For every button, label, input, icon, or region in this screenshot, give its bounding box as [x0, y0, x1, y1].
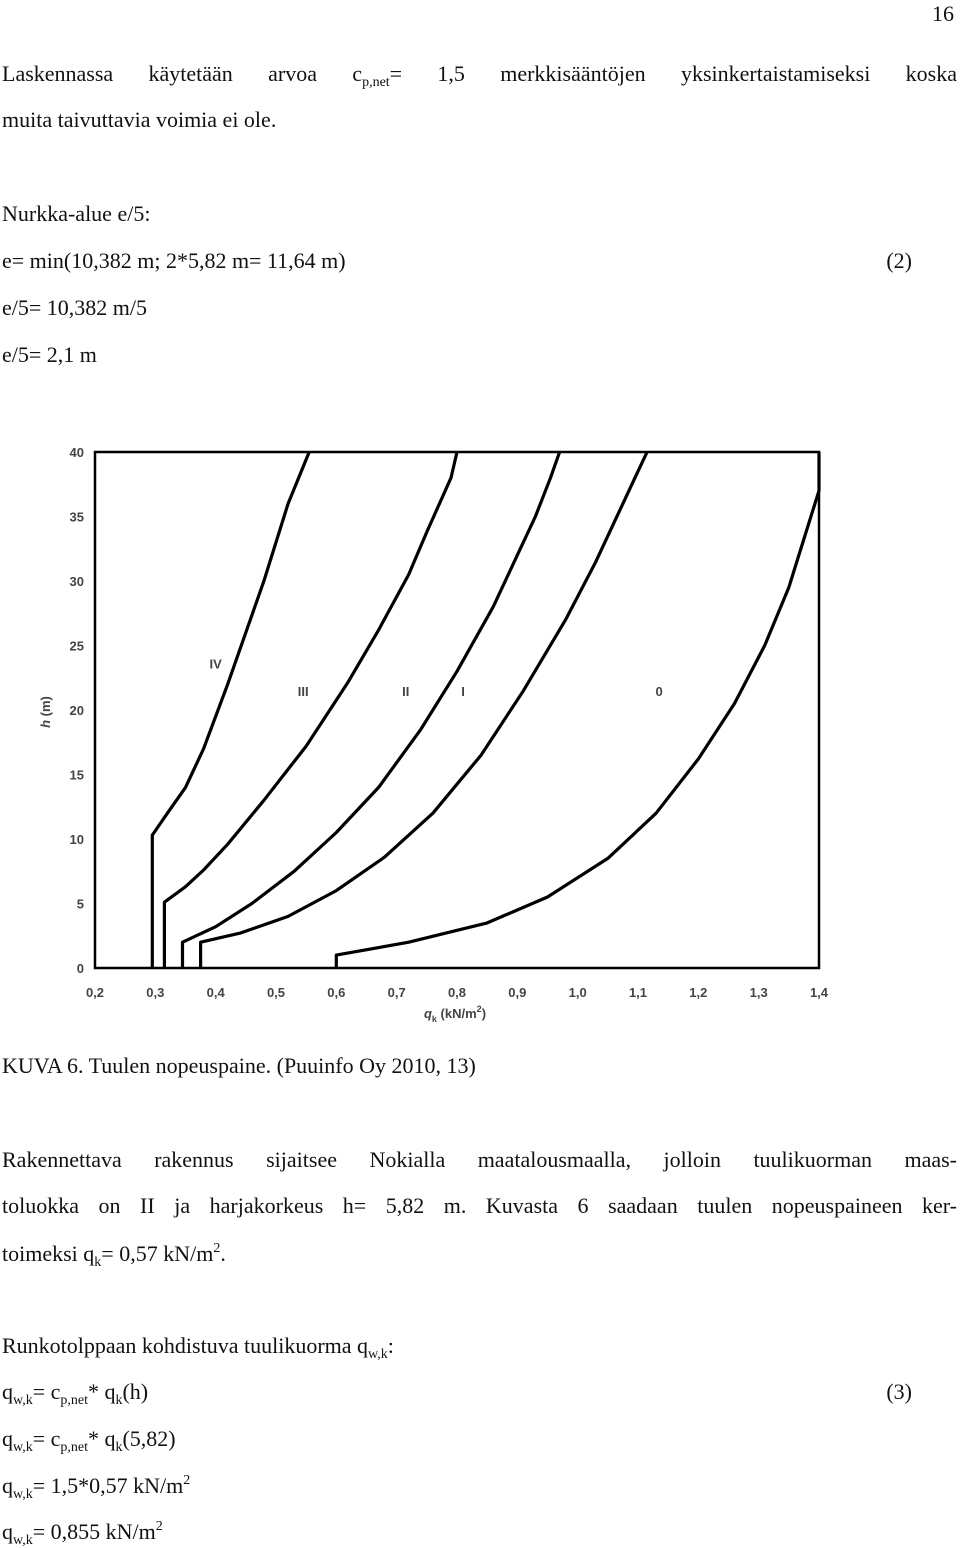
- curve-II: [183, 452, 560, 968]
- x-tick-label: 0,6: [327, 985, 346, 1000]
- para-line-3: [2, 1240, 226, 1268]
- para3-sub: k: [94, 1255, 102, 1270]
- q-symbol: q: [2, 1473, 13, 1498]
- x-tick-label: 0,9: [508, 985, 527, 1000]
- load-eq-4: [2, 1518, 163, 1546]
- eq1-b: * q: [87, 1379, 116, 1404]
- x-axis-label-rest: (kN/m: [436, 1006, 477, 1021]
- corner-title: Nurkka-alue e/5:: [2, 201, 151, 226]
- y-tick-label: 0: [76, 961, 84, 976]
- pnet-sub: p,net: [60, 1393, 88, 1408]
- x-tick-label: 1,0: [568, 985, 587, 1000]
- para-line-2: toluokka on II ja harjakorkeus h= 5,82 m. Kuvasta 6 saadaan tuulen nopeuspaineen ker-: [2, 1193, 957, 1218]
- corner-eq-1: e= min(10,382 m; 2*5,82 m= 11,64 m): [2, 248, 346, 273]
- eq2-b: * q: [87, 1426, 116, 1451]
- load-title: [2, 1332, 394, 1360]
- eq-number-2: (2): [886, 248, 912, 273]
- curve-IV: [152, 452, 309, 968]
- y-axis-label-rest: (m): [38, 696, 53, 720]
- intro-line-2: muita taivuttavia voimia ei ole.: [2, 107, 277, 132]
- curves: [152, 452, 819, 968]
- para3-pre: toimeksi q: [2, 1241, 95, 1266]
- pnet-sub: p,net: [60, 1440, 88, 1455]
- curve-III: [164, 452, 457, 968]
- q-symbol: q: [2, 1426, 13, 1451]
- wind-pressure-chart: [0, 430, 960, 1030]
- sq-sup: 2: [155, 1519, 163, 1534]
- intro-text: [2, 61, 958, 90]
- plot-frame: [95, 452, 819, 968]
- y-tick-label: 15: [69, 767, 84, 783]
- curve-label: II: [402, 683, 410, 699]
- wk-sub: w,k: [13, 1533, 33, 1548]
- x-tick-label: 1,1: [628, 985, 648, 1000]
- eq1-a: = c: [32, 1379, 61, 1404]
- y-tick-label: 40: [69, 445, 84, 460]
- page-number: 16: [932, 1, 954, 26]
- x-tick-label: 0,2: [85, 985, 105, 1000]
- x-tick-label: 1,4: [809, 985, 829, 1000]
- y-tick-label: 5: [76, 896, 84, 912]
- y-tick-label: 25: [69, 638, 84, 654]
- load-title-pre: Runkotolppaan kohdistuva tuulikuorma q: [2, 1333, 369, 1358]
- x-axis-label-sub: k: [431, 1014, 437, 1024]
- eq2-c: (5,82): [122, 1426, 176, 1451]
- x-tick-label: 0,4: [206, 985, 225, 1000]
- eq-number-3: (3): [886, 1379, 912, 1404]
- x-axis-label: [424, 1004, 486, 1024]
- x-tick-label: 1,2: [689, 985, 708, 1000]
- x-tick-label: 0,5: [266, 985, 286, 1000]
- para3-mid: = 0,57 kN/m: [101, 1241, 214, 1266]
- x-tick-label: 0,7: [387, 985, 406, 1000]
- intro-pre: Laskennassa käytetään arvoa c: [2, 61, 363, 86]
- intro-line-1: [2, 60, 957, 88]
- load-eq-1: [2, 1378, 148, 1406]
- load-eq-2: [2, 1425, 176, 1453]
- figure-caption: KUVA 6. Tuulen nopeuspaine. (Puuinfo Oy 2010, 13): [2, 1053, 476, 1078]
- y-axis-label-main: h: [38, 719, 53, 728]
- q-symbol: q: [2, 1519, 13, 1544]
- y-tick-label: 30: [69, 574, 84, 589]
- eq2-a: = c: [32, 1426, 61, 1451]
- sq-sup: 2: [183, 1473, 191, 1488]
- x-tick-label: 0,3: [146, 985, 165, 1000]
- curve-label: III: [297, 683, 309, 699]
- y-tick-label: 10: [69, 832, 84, 847]
- para3-sup: 2: [213, 1241, 221, 1256]
- y-tick-label: 35: [69, 509, 84, 525]
- wk-sub: w,k: [13, 1393, 33, 1408]
- k-sub: k: [115, 1393, 123, 1408]
- q-symbol: q: [2, 1379, 13, 1404]
- wk-sub: w,k: [13, 1487, 33, 1502]
- load-eq-3: [2, 1472, 190, 1500]
- curve-label: 0: [655, 683, 663, 699]
- load-title-end: :: [387, 1333, 394, 1358]
- x-axis-label-end: ): [481, 1006, 487, 1021]
- x-axis-label-main: q: [423, 1006, 432, 1021]
- x-tick-label: 0,8: [447, 985, 467, 1000]
- curve-labels: [210, 657, 663, 699]
- corner-eq-2: e/5= 10,382 m/5: [2, 295, 148, 320]
- y-tick-label: 20: [69, 703, 84, 718]
- curve-label: I: [461, 683, 465, 699]
- x-tick-label: 1,3: [749, 985, 768, 1000]
- eq3-a: = 1,5*0,57 kN/m: [32, 1473, 184, 1498]
- x-axis-label-sup: 2: [476, 1004, 482, 1014]
- intro-sub: p,net: [362, 75, 390, 90]
- y-tick-labels: [70, 445, 84, 976]
- eq1-c: (h): [122, 1379, 149, 1404]
- load-title-sub: w,k: [368, 1347, 388, 1362]
- corner-eq-3: e/5= 2,1 m: [2, 342, 97, 367]
- k-sub: k: [115, 1440, 123, 1455]
- x-tick-labels: [86, 985, 829, 1000]
- y-axis-label: [38, 696, 53, 728]
- wk-sub: w,k: [13, 1440, 33, 1455]
- curve-0: [336, 452, 819, 968]
- intro-post: = 1,5 merkkisääntöjen yksinkertaistamiseksi koska: [389, 61, 958, 86]
- para3-end: .: [220, 1241, 226, 1266]
- eq4-a: = 0,855 kN/m: [32, 1519, 156, 1544]
- curve-label: IV: [209, 656, 222, 672]
- para-line-1: Rakennettava rakennus sijaitsee Nokialla maatalousmaalla, jolloin tuulikuorman maas-: [2, 1147, 957, 1172]
